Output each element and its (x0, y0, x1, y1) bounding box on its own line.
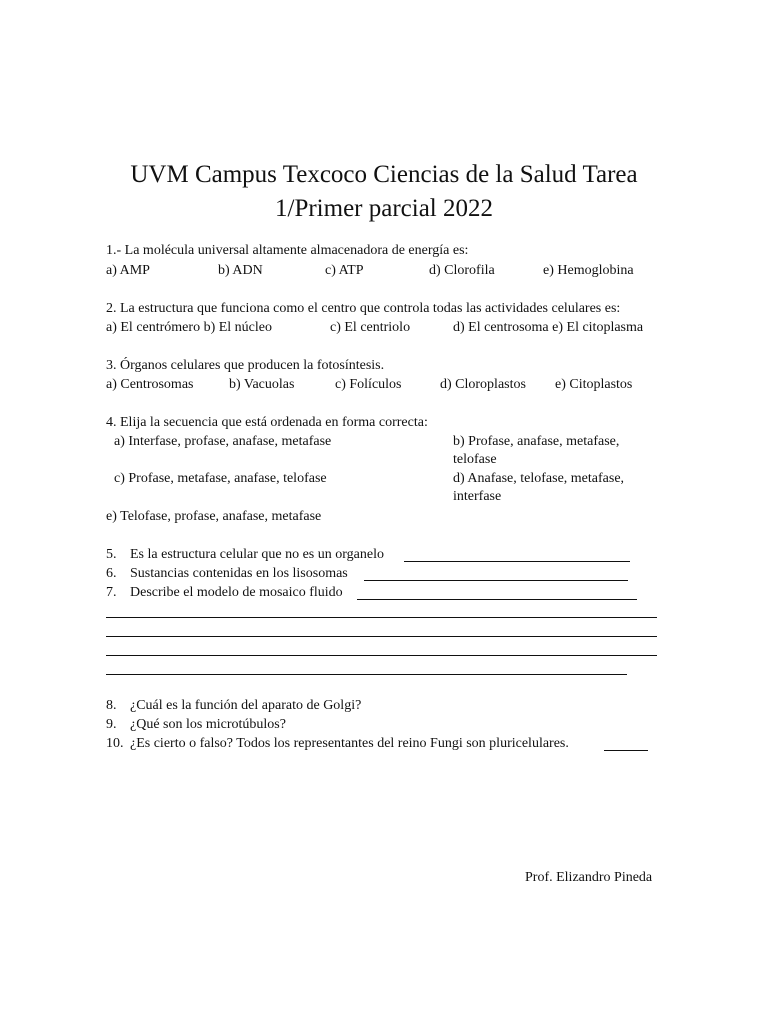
answer-line-7b[interactable] (106, 617, 657, 618)
q1-option-d: d) Clorofila (429, 263, 495, 278)
answer-line-7c[interactable] (106, 636, 657, 637)
q2-option-de: d) El centrosoma e) El citoplasma (453, 320, 644, 335)
question-8-text: ¿Cuál es la función del aparato de Golgi? (130, 698, 362, 713)
title-line-2: 1/Primer parcial 2022 (275, 195, 493, 222)
q1-option-e: e) Hemoglobina (543, 263, 634, 278)
signature: Prof. Elizandro Pineda (525, 870, 653, 885)
q2-option-ab: a) El centrómero b) El núcleo (106, 320, 272, 335)
question-5-text: Es la estructura celular que no es un organelo (130, 547, 384, 562)
question-9-text: ¿Qué son los microtúbulos? (130, 717, 286, 732)
q1-option-b: b) ADN (218, 263, 263, 278)
question-9-number: 9. (106, 717, 117, 732)
q3-option-d: d) Cloroplastos (440, 377, 526, 392)
answer-line-10[interactable] (604, 750, 648, 751)
question-2: 2. La estructura que funciona como el centro que controla todas las actividades celulares es: (106, 301, 621, 316)
answer-line-7[interactable] (357, 599, 637, 600)
question-7-number: 7. (106, 585, 117, 600)
q3-option-b: b) Vacuolas (229, 377, 295, 392)
question-10-number: 10. (106, 736, 124, 751)
question-6-text: Sustancias contenidas en los lisosomas (130, 566, 348, 581)
q3-option-c: c) Folículos (335, 377, 402, 392)
question-7-text: Describe el modelo de mosaico fluido (130, 585, 343, 600)
question-10-text: ¿Es cierto o falso? Todos los representantes del reino Fungi son pluricelulares. (130, 736, 569, 751)
q4-option-d: d) Anafase, telofase, metafase, interfase (453, 471, 625, 504)
answer-line-7e[interactable] (106, 674, 627, 675)
q1-option-a: a) AMP (106, 263, 150, 278)
answer-line-7d[interactable] (106, 655, 657, 656)
question-3: 3. Órganos celulares que producen la fotosíntesis. (106, 358, 385, 373)
q3-option-a: a) Centrosomas (106, 377, 194, 392)
question-6-number: 6. (106, 566, 117, 581)
q4-option-a: a) Interfase, profase, anafase, metafase (114, 434, 332, 449)
q1-option-c: c) ATP (325, 263, 364, 278)
question-1: 1.- La molécula universal altamente almacenadora de energía es: (106, 243, 469, 258)
question-4: 4. Elija la secuencia que está ordenada en forma correcta: (106, 415, 428, 430)
q4-option-c: c) Profase, metafase, anafase, telofase (114, 471, 327, 486)
q4-option-e: e) Telofase, profase, anafase, metafase (106, 509, 322, 524)
q4-option-b: b) Profase, anafase, metafase, telofase (453, 434, 620, 467)
question-8-number: 8. (106, 698, 117, 713)
question-5-number: 5. (106, 547, 117, 562)
answer-line-5[interactable] (404, 561, 630, 562)
q3-option-e: e) Citoplastos (555, 377, 633, 392)
document-title (0, 158, 768, 226)
title-line-1: UVM Campus Texcoco Ciencias de la Salud Tarea (130, 161, 638, 188)
q2-option-c: c) El centriolo (330, 320, 411, 335)
answer-line-6[interactable] (364, 580, 628, 581)
